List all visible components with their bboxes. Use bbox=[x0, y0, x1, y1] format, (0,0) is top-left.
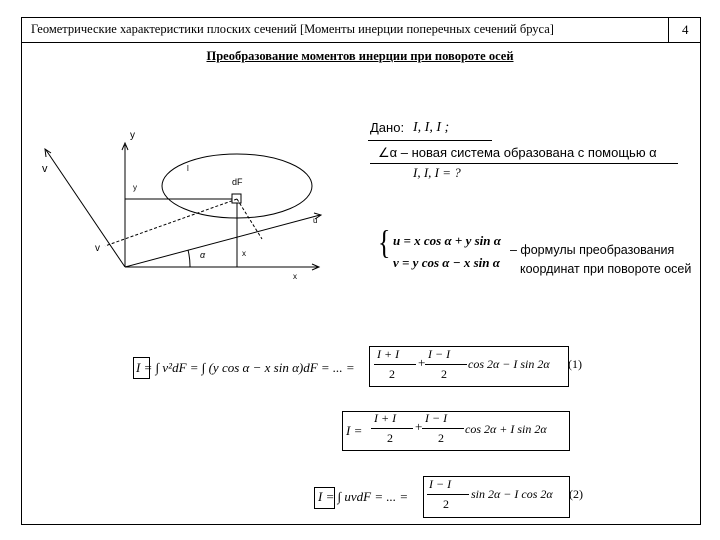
system-brace: { bbox=[378, 223, 391, 262]
formula-2-right: cos 2α + I sin 2α bbox=[465, 422, 547, 436]
f2-frac1-bar bbox=[371, 428, 413, 429]
ellipse-label: l bbox=[187, 164, 189, 173]
given-unknown: I, I, I = ? bbox=[413, 165, 461, 180]
given-divider bbox=[370, 163, 678, 164]
f3-frac-den: 2 bbox=[443, 497, 449, 511]
f1-frac2-num: I − I bbox=[428, 347, 451, 361]
page-number: 4 bbox=[682, 22, 689, 37]
v-axis-line bbox=[46, 150, 125, 267]
given-underline bbox=[368, 140, 492, 141]
f1-frac1-bar bbox=[374, 364, 416, 365]
v-equation: v = y cos α − x sin α bbox=[393, 255, 500, 270]
transform-note-2: координат при повороте осей bbox=[520, 262, 692, 276]
u-equation: u = x cos α + y sin α bbox=[393, 233, 501, 248]
alpha-arc bbox=[188, 250, 190, 267]
header-title: Геометрические характеристики плоских сечений [Моменты инерции поперечных сечений бруса] bbox=[31, 22, 554, 36]
u-projection bbox=[237, 199, 262, 239]
f2-frac2-bar bbox=[422, 428, 464, 429]
x-axis-label: x bbox=[293, 272, 297, 281]
formula-1-right: cos 2α − I sin 2α bbox=[468, 357, 550, 371]
dF-element bbox=[232, 194, 241, 203]
f1-frac2-bar bbox=[425, 364, 467, 365]
formula-2-left: I = bbox=[346, 423, 363, 438]
y-axis-label: y bbox=[130, 130, 135, 141]
formula-1-number: (1) bbox=[568, 357, 582, 371]
given-angle: ∠α – новая система образована с помощью α bbox=[378, 145, 657, 160]
f3-frac-num: I − I bbox=[429, 477, 452, 491]
formula-1-left: I = ∫ v²dF = ∫ (y cos α − x sin α)dF = ... = bbox=[136, 360, 355, 375]
u-axis-label: u bbox=[313, 216, 318, 225]
f1-frac1-den: 2 bbox=[389, 367, 395, 381]
alpha-label: α bbox=[200, 250, 206, 260]
f2-frac1-den: 2 bbox=[387, 431, 393, 445]
f1-frac1-num: I + I bbox=[377, 347, 400, 361]
transform-note-1: – формулы преобразования bbox=[510, 243, 675, 257]
given-label: Дано: bbox=[370, 120, 405, 135]
dF-label: dF bbox=[232, 177, 243, 187]
formula-3-left: I = ∫ uvdF = ... = bbox=[318, 489, 409, 504]
v-axis-label: v bbox=[42, 163, 48, 175]
f2-frac2-num: I − I bbox=[425, 411, 448, 425]
formula-3-number: (2) bbox=[569, 487, 583, 501]
given-known: I, I, I ; bbox=[413, 120, 450, 135]
f1-frac2-den: 2 bbox=[441, 367, 447, 381]
u-axis-line bbox=[125, 215, 320, 267]
x-coord-label: x bbox=[242, 249, 246, 258]
f2-frac2-den: 2 bbox=[438, 431, 444, 445]
v-axis-mid-label: v bbox=[95, 243, 100, 254]
f3-frac-bar bbox=[427, 494, 469, 495]
y-coord-label: y bbox=[133, 183, 137, 192]
formula-3-right: sin 2α − I cos 2α bbox=[471, 487, 553, 501]
subtitle: Преобразование моментов инерции при повороте осей bbox=[206, 49, 514, 63]
f2-frac1-num: I + I bbox=[374, 411, 397, 425]
